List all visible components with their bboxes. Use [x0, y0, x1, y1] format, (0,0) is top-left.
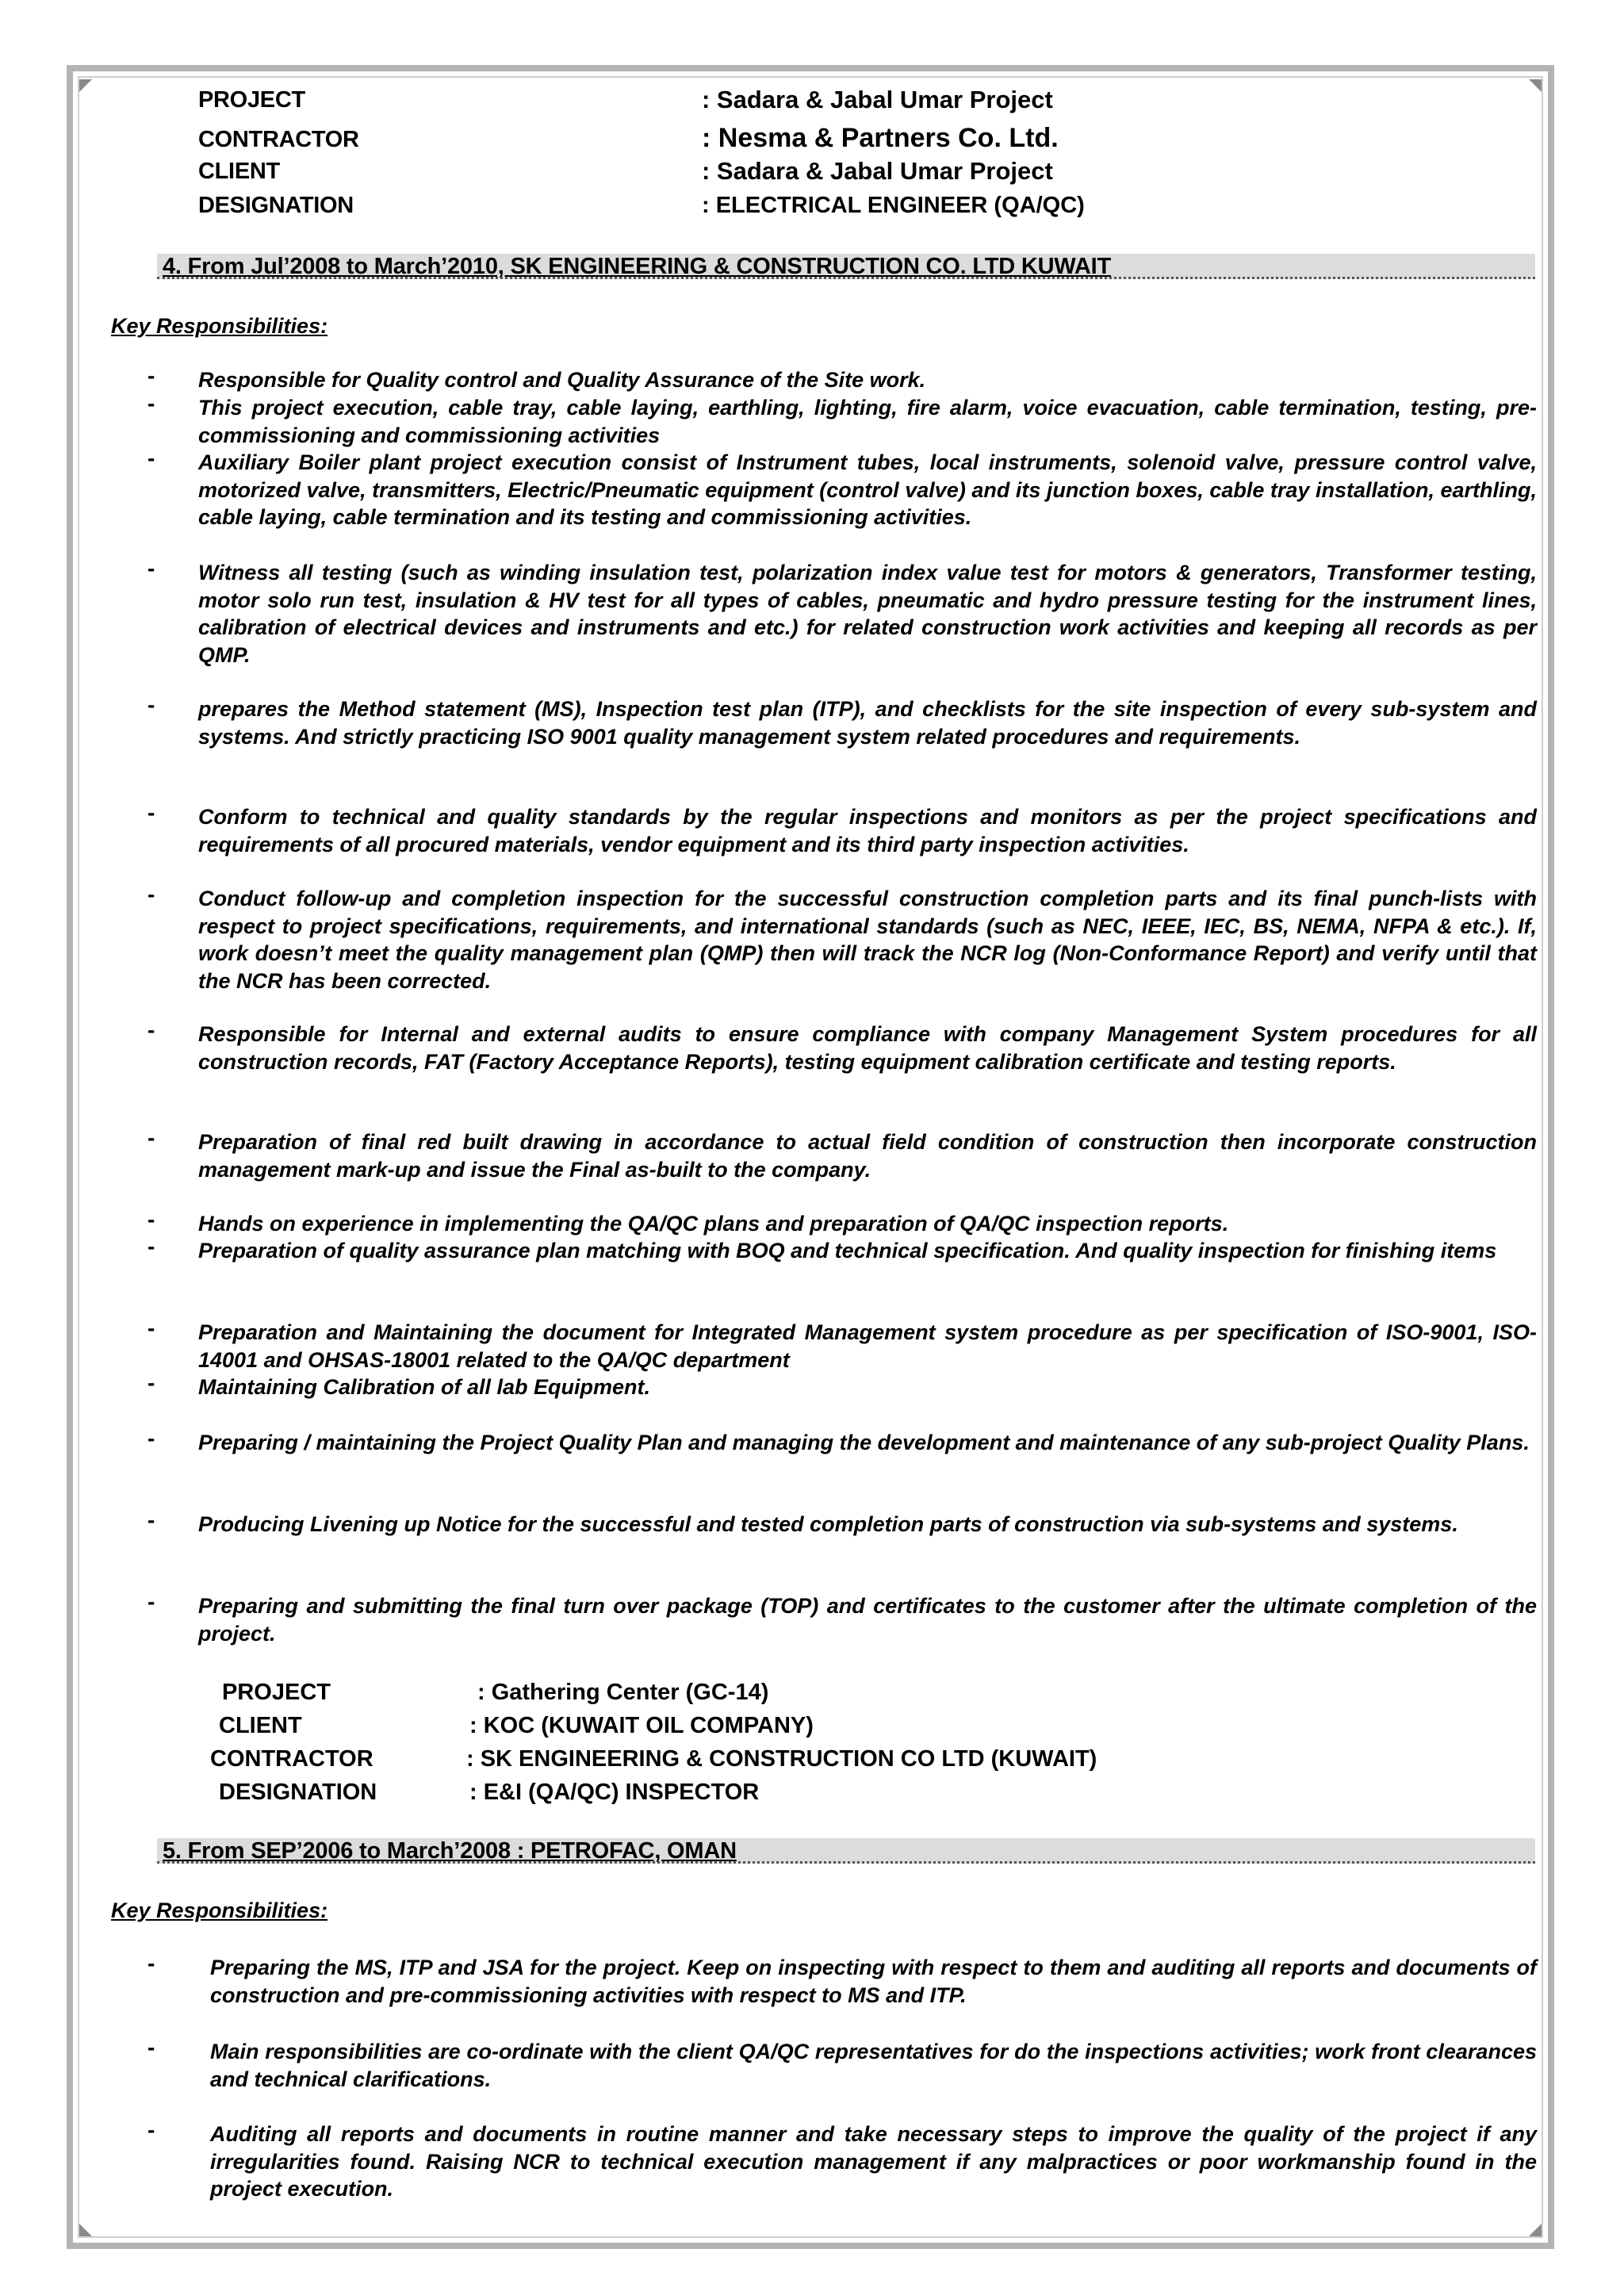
- responsibility-item: Hands on experience in implementing the QA/QC plans and preparation of QA/QC inspection reports.: [198, 1212, 1229, 1236]
- responsibility-item: prepares the Method statement (MS), Inspection test plan (ITP), and checklists for the site inspection of every sub-system and systems. And strictly practicing ISO 9001 quality management system related procedures and requirements.: [198, 697, 1537, 749]
- contractor-label: CONTRACTOR: [210, 1746, 373, 1772]
- client-label: CLIENT: [198, 159, 280, 184]
- bullet-marker: -: [147, 1370, 155, 1395]
- bullet-marker: -: [147, 1589, 155, 1614]
- project-label: PROJECT: [198, 87, 305, 113]
- contractor-value: : SK ENGINEERING & CONSTRUCTION CO LTD (KUWAIT): [466, 1746, 1097, 1772]
- responsibility-item: Preparing and submitting the final turn over package (TOP) and certificates to the customer after the ultimate completion of the project.: [198, 1594, 1537, 1646]
- responsibility-item: Auditing all reports and documents in routine manner and take necessary steps to improve the quality of the project if any irregularities found. Raising NCR to technical execution management if any malpractices or poor workmanship found in the project execution.: [210, 2122, 1537, 2201]
- bullet-marker: -: [147, 1951, 155, 1975]
- bullet-marker: -: [147, 446, 155, 470]
- responsibility-item: Preparation and Maintaining the document for Integrated Management system procedure as per specification of ISO-9001, ISO-14001 and OHSAS-18001 related to the QA/QC department: [198, 1320, 1537, 1372]
- responsibility-item: Conduct follow-up and completion inspection for the successful construction completion parts and its final punch-lists with respect to project specifications, requirements, and international standards (such as NEC, IEEE, IEC, BS, NEMA, NFPA & etc.). If, work doesn’t meet the quality management plan (QMP) then will track the NCR log (Non-Conformance Report) and verify until that the NCR has been corrected.: [198, 887, 1537, 993]
- designation-label: DESIGNATION: [219, 1780, 377, 1805]
- client-value: : Sadara & Jabal Umar Project: [702, 157, 1053, 185]
- client-label: CLIENT: [219, 1713, 302, 1738]
- bullet-marker: -: [147, 391, 155, 416]
- responsibility-item: Preparation of quality assurance plan matching with BOQ and technical specification. And quality inspection for finishing items: [198, 1239, 1497, 1262]
- bullet-marker: -: [147, 1508, 155, 1532]
- section-5-heading: 5. From SEP’2006 to March’2008 : PETROFAC, OMAN: [163, 1838, 737, 1864]
- responsibility-item: This project execution, cable tray, cable laying, earthling, lighting, fire alarm, voice evacuation, cable termination, testing, pre-commissioning and commissioning activities: [198, 396, 1537, 447]
- responsibility-item: Maintaining Calibration of all lab Equipment.: [198, 1375, 651, 1399]
- contractor-label: CONTRACTOR: [198, 127, 359, 152]
- corner-ornament: [1529, 2224, 1542, 2236]
- responsibility-item: Auxiliary Boiler plant project execution consist of Instrument tubes, local instruments, solenoid valve, pressure control valve, motorized valve, transmitters, Electric/Pneumatic equipment (control valve) and its junction boxes, cable tray installation, earthling, cable laying, cable termination and its testing and commissioning activities.: [198, 450, 1537, 529]
- designation-value: : E&I (QA/QC) INSPECTOR: [469, 1780, 760, 1805]
- responsibility-item: Preparation of final red built drawing in accordance to actual field condition of construction then incorporate construction management mark-up and issue the Final as-built to the company.: [198, 1130, 1537, 1182]
- responsibility-item: Preparing the MS, ITP and JSA for the project. Keep on inspecting with respect to them and auditing all reports and documents of construction and pre-commissioning activities with respect to MS and ITP.: [210, 1956, 1537, 2007]
- project-label: PROJECT: [222, 1680, 331, 1705]
- bullet-marker: -: [147, 1426, 155, 1450]
- client-value: : KOC (KUWAIT OIL COMPANY): [469, 1713, 814, 1738]
- responsibility-item: Responsible for Quality control and Quality Assurance of the Site work.: [198, 368, 926, 392]
- responsibility-item: Main responsibilities are co-ordinate with the client QA/QC representatives for do the inspections activities; work front clearances and technical clarifications.: [210, 2040, 1537, 2091]
- bullet-marker: -: [147, 882, 155, 906]
- bullet-marker: -: [147, 1316, 155, 1340]
- bullet-marker: -: [147, 2117, 155, 2142]
- responsibility-item: Responsible for Internal and external audits to ensure compliance with company Management System procedures for all construction records, FAT (Factory Acceptance Reports), testing equipment calibration certificate and testing reports.: [198, 1022, 1537, 1074]
- project-value: : Sadara & Jabal Umar Project: [702, 86, 1053, 113]
- bullet-marker: -: [147, 1207, 155, 1232]
- bullet-marker: -: [147, 2035, 155, 2059]
- corner-ornament: [1529, 79, 1542, 92]
- responsibility-item: Witness all testing (such as winding insulation test, polarization index value test for motors & generators, Transformer testing, motor solo run test, insulation & HV test for all types of cables, pneumatic and hydro pressure testing for the instrument lines, calibration of electrical devices and instruments and etc.) for related construction work activities and keeping all records as per QMP.: [198, 561, 1537, 667]
- designation-label: DESIGNATION: [198, 193, 354, 218]
- bullet-marker: -: [147, 692, 155, 717]
- section-4-heading: 4. From Jul’2008 to March’2010, SK ENGINEERING & CONSTRUCTION CO. LTD KUWAIT: [163, 254, 1112, 279]
- project-value: : Gathering Center (GC-14): [477, 1680, 769, 1705]
- corner-ornament: [79, 79, 92, 92]
- key-responsibilities-label: Key Responsibilities:: [111, 1898, 328, 1922]
- responsibility-item: Preparing / maintaining the Project Quality Plan and managing the development and maintenance of any sub-project Quality Plans.: [198, 1431, 1530, 1454]
- key-responsibilities-label: Key Responsibilities:: [111, 314, 328, 338]
- responsibility-item: Conform to technical and quality standards by the regular inspections and monitors as per the project specifications and requirements of all procured materials, vendor equipment and its third party inspection activities.: [198, 805, 1537, 856]
- contractor-value: : Nesma & Partners Co. Ltd.: [702, 123, 1059, 153]
- corner-ornament: [79, 2224, 92, 2236]
- responsibility-item: Producing Livening up Notice for the successful and tested completion parts of construction via sub-systems and systems.: [198, 1512, 1458, 1536]
- designation-value: : ELECTRICAL ENGINEER (QA/QC): [702, 193, 1085, 218]
- bullet-marker: -: [147, 1125, 155, 1150]
- bullet-marker: -: [147, 556, 155, 580]
- bullet-marker: -: [147, 1234, 155, 1259]
- bullet-marker: -: [147, 363, 155, 388]
- bullet-marker: -: [147, 1017, 155, 1042]
- bullet-marker: -: [147, 800, 155, 825]
